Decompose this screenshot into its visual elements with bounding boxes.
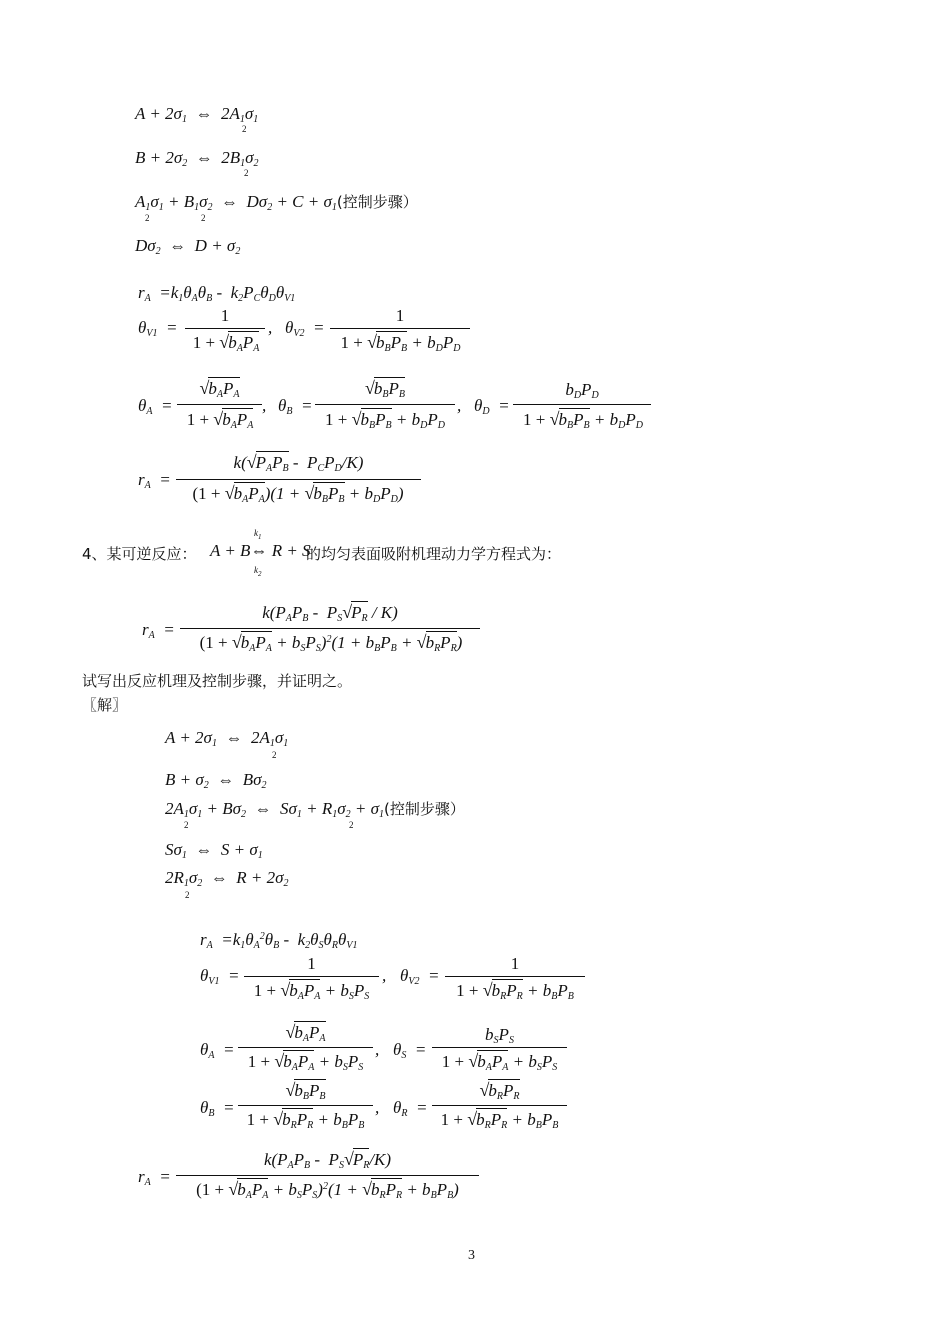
fraction-bar [244, 976, 379, 977]
mech-p4-step-5: $2R_1\sigma_2$ ⇔ $R + 2\sigma_2$ [165, 868, 289, 889]
fraction-bar [330, 328, 470, 329]
theta-d-num: $b_DP_D$ [565, 380, 599, 401]
problem4-intro: 4、某可逆反应： [82, 545, 197, 563]
p4-theta-s-label: $\theta_S$ = [393, 1040, 427, 1061]
comma: , [375, 1098, 380, 1117]
p4-rate-den: $(1 + √b_AP_A + b_SP_S)^2(1 + b_BP_B + √b_RP_R)$ [199, 632, 463, 654]
problem4-suffix: 的均匀表面吸附机理动力学方程式为： [306, 545, 562, 563]
theta-v2-den: $1 + √b_BP_B + b_DP_D$ [340, 332, 461, 354]
p4-final-den: $(1 + √b_AP_A + b_SP_S)^2(1 + √b_RP_R + b_BP_B)$ [196, 1179, 459, 1201]
fraction-bar [238, 1047, 373, 1048]
k1-label: $k_1$ [254, 528, 262, 541]
mech-p4-step-2: $B + \sigma_2$ ⇔ $B\sigma_2$ [165, 770, 267, 791]
page-number: 3 [468, 1248, 475, 1263]
control-step-label: (控制步骤） [384, 800, 465, 818]
half-sub: 2 [272, 750, 277, 760]
comma: , [382, 966, 387, 985]
solution-label: 〖解〗 [82, 696, 128, 714]
half-sub: 2 [184, 820, 189, 830]
fraction-bar [180, 628, 480, 629]
mech-top-step-3: $A_1\sigma_1 + B_1\sigma_2$ ⇔ $D\sigma_2 + C + \sigma_1$(控制步骤） [135, 192, 418, 213]
half-sub: 2 [242, 124, 247, 134]
fraction-bar [315, 404, 455, 405]
fraction-bar [238, 1105, 373, 1106]
theta-a-label: $\theta_A$ = [138, 396, 173, 417]
theta-v1-num: 1 [220, 306, 230, 325]
p4-theta-s-num: $b_SP_S$ [485, 1025, 514, 1046]
fraction-bar [177, 404, 262, 405]
p4-theta-v2-den: $1 + √b_RP_R + b_BP_B$ [456, 980, 574, 1002]
p4-theta-v2-num: 1 [510, 954, 520, 973]
mech-top-step-1: $A + 2\sigma_1$ ⇔ $2A_1$ $\sigma_1$ [135, 104, 259, 125]
fraction-bar [432, 1105, 567, 1106]
problem4-reaction: A + B⇔ R + S [210, 541, 311, 560]
p4-theta-v1-num: 1 [307, 954, 316, 973]
p4-theta-b-num: $√b_BP_B$ [285, 1080, 326, 1102]
fraction-bar [513, 404, 651, 405]
p4-theta-s-den: $1 + √b_AP_A + b_SP_S$ [441, 1051, 558, 1073]
rate-final-top-den: $(1 + √b_AP_A)(1 + √b_BP_B + b_DP_D)$ [192, 483, 404, 505]
p4-final-num: $k(P_AP_B - P_S√P_R/K)$ [263, 1149, 392, 1171]
p4-theta-v1-label: $\theta_{V1}$ = [200, 966, 240, 987]
p4-final-label: $r_A$ = [138, 1167, 171, 1188]
p4-rate-eq: $r_A =k_1\theta_A^2\theta_B - k_2\theta_S\theta_R\theta_{V1}$ [200, 930, 358, 951]
p4-theta-b-den: $1 + √b_RP_R + b_BP_B$ [246, 1109, 365, 1131]
rate-final-top-label: $r_A$ = [138, 470, 171, 491]
control-step-label: (控制步骤） [336, 193, 418, 211]
p4-theta-v2-label: $\theta_{V2}$ = [400, 966, 440, 987]
half-sub: 2 [349, 820, 354, 830]
fraction-bar [445, 976, 585, 977]
theta-b-den: $1 + √b_BP_B + b_DP_D$ [325, 409, 445, 431]
theta-a-den: $1 + √b_AP_A$ [186, 409, 254, 431]
fraction-bar [176, 1175, 479, 1176]
theta-b-label: $\theta_B$ = [278, 396, 313, 417]
fraction-bar [185, 328, 265, 329]
k2-label: $k_2$ [254, 565, 262, 578]
half-sub: 2 [145, 213, 150, 223]
mech-top-step-4: $D\sigma_2$ ⇔ $D + \sigma_2$ [135, 236, 241, 257]
p4-theta-a-num: $√b_AP_A$ [285, 1022, 326, 1044]
p4-theta-r-den: $1 + √b_RP_R + b_BP_B$ [440, 1109, 559, 1131]
half-sub: 2 [185, 890, 190, 900]
rate-final-top-num: $k(√P_AP_B - P_CP_D/K)$ [233, 452, 364, 474]
rate-eq-top: $r_A =k_1\theta_A\theta_B - k_2P_C\theta_D\theta_{V1}$ [138, 283, 296, 304]
theta-v1-label: $\theta_{V1}$ = [138, 318, 178, 339]
fraction-bar [432, 1047, 567, 1048]
p4-theta-b-label: $\theta_B$ = [200, 1098, 235, 1119]
half-sub: 2 [201, 213, 206, 223]
problem4-task: 试写出反应机理及控制步骤，并证明之。 [82, 672, 353, 690]
comma: , [457, 396, 462, 415]
p4-theta-r-num: $√b_RP_R$ [479, 1080, 520, 1102]
mech-p4-step-3: $2A_1\sigma_1 + B\sigma_2$ ⇔ $S\sigma_1 + R_1\sigma_2 + \sigma_1$(控制步骤） [165, 799, 465, 820]
theta-v2-num: 1 [395, 306, 405, 325]
p4-theta-a-den: $1 + √b_AP_A + b_SP_S$ [247, 1051, 364, 1073]
mech-p4-step-4: $S\sigma_1$ ⇔ $S + \sigma_1$ [165, 840, 263, 861]
p4-rate-num: $k(P_AP_B - P_S√P_R / K)$ [262, 602, 398, 624]
theta-a-num: $√b_AP_A$ [199, 378, 240, 400]
theta-b-num: $√b_BP_B$ [365, 378, 405, 400]
p4-theta-r-label: $\theta_R$ = [393, 1098, 428, 1119]
mech-p4-step-1: $A + 2\sigma_1$ ⇔ $2A_1\sigma_1$ [165, 728, 289, 749]
theta-d-den: $1 + √b_BP_B + b_DP_D$ [523, 409, 643, 431]
theta-v1-den: $1 + √b_AP_A$ [192, 332, 260, 354]
p4-theta-a-label: $\theta_A$ = [200, 1040, 235, 1061]
comma: , [375, 1040, 380, 1059]
p4-rate-label: $r_A$ = [142, 620, 175, 641]
comma: , [262, 396, 267, 415]
p4-theta-v1-den: $1 + √b_AP_A + b_SP_S$ [253, 980, 370, 1002]
theta-v2-label: $\theta_{V2}$ = [285, 318, 325, 339]
theta-d-label: $\theta_D$ = [474, 396, 510, 417]
comma: , [268, 318, 273, 337]
fraction-bar [176, 479, 421, 480]
half-sub: 2 [244, 168, 249, 178]
mech-top-step-2: $B + 2\sigma_2$ ⇔ $2B_1\sigma_2$ [135, 148, 259, 169]
